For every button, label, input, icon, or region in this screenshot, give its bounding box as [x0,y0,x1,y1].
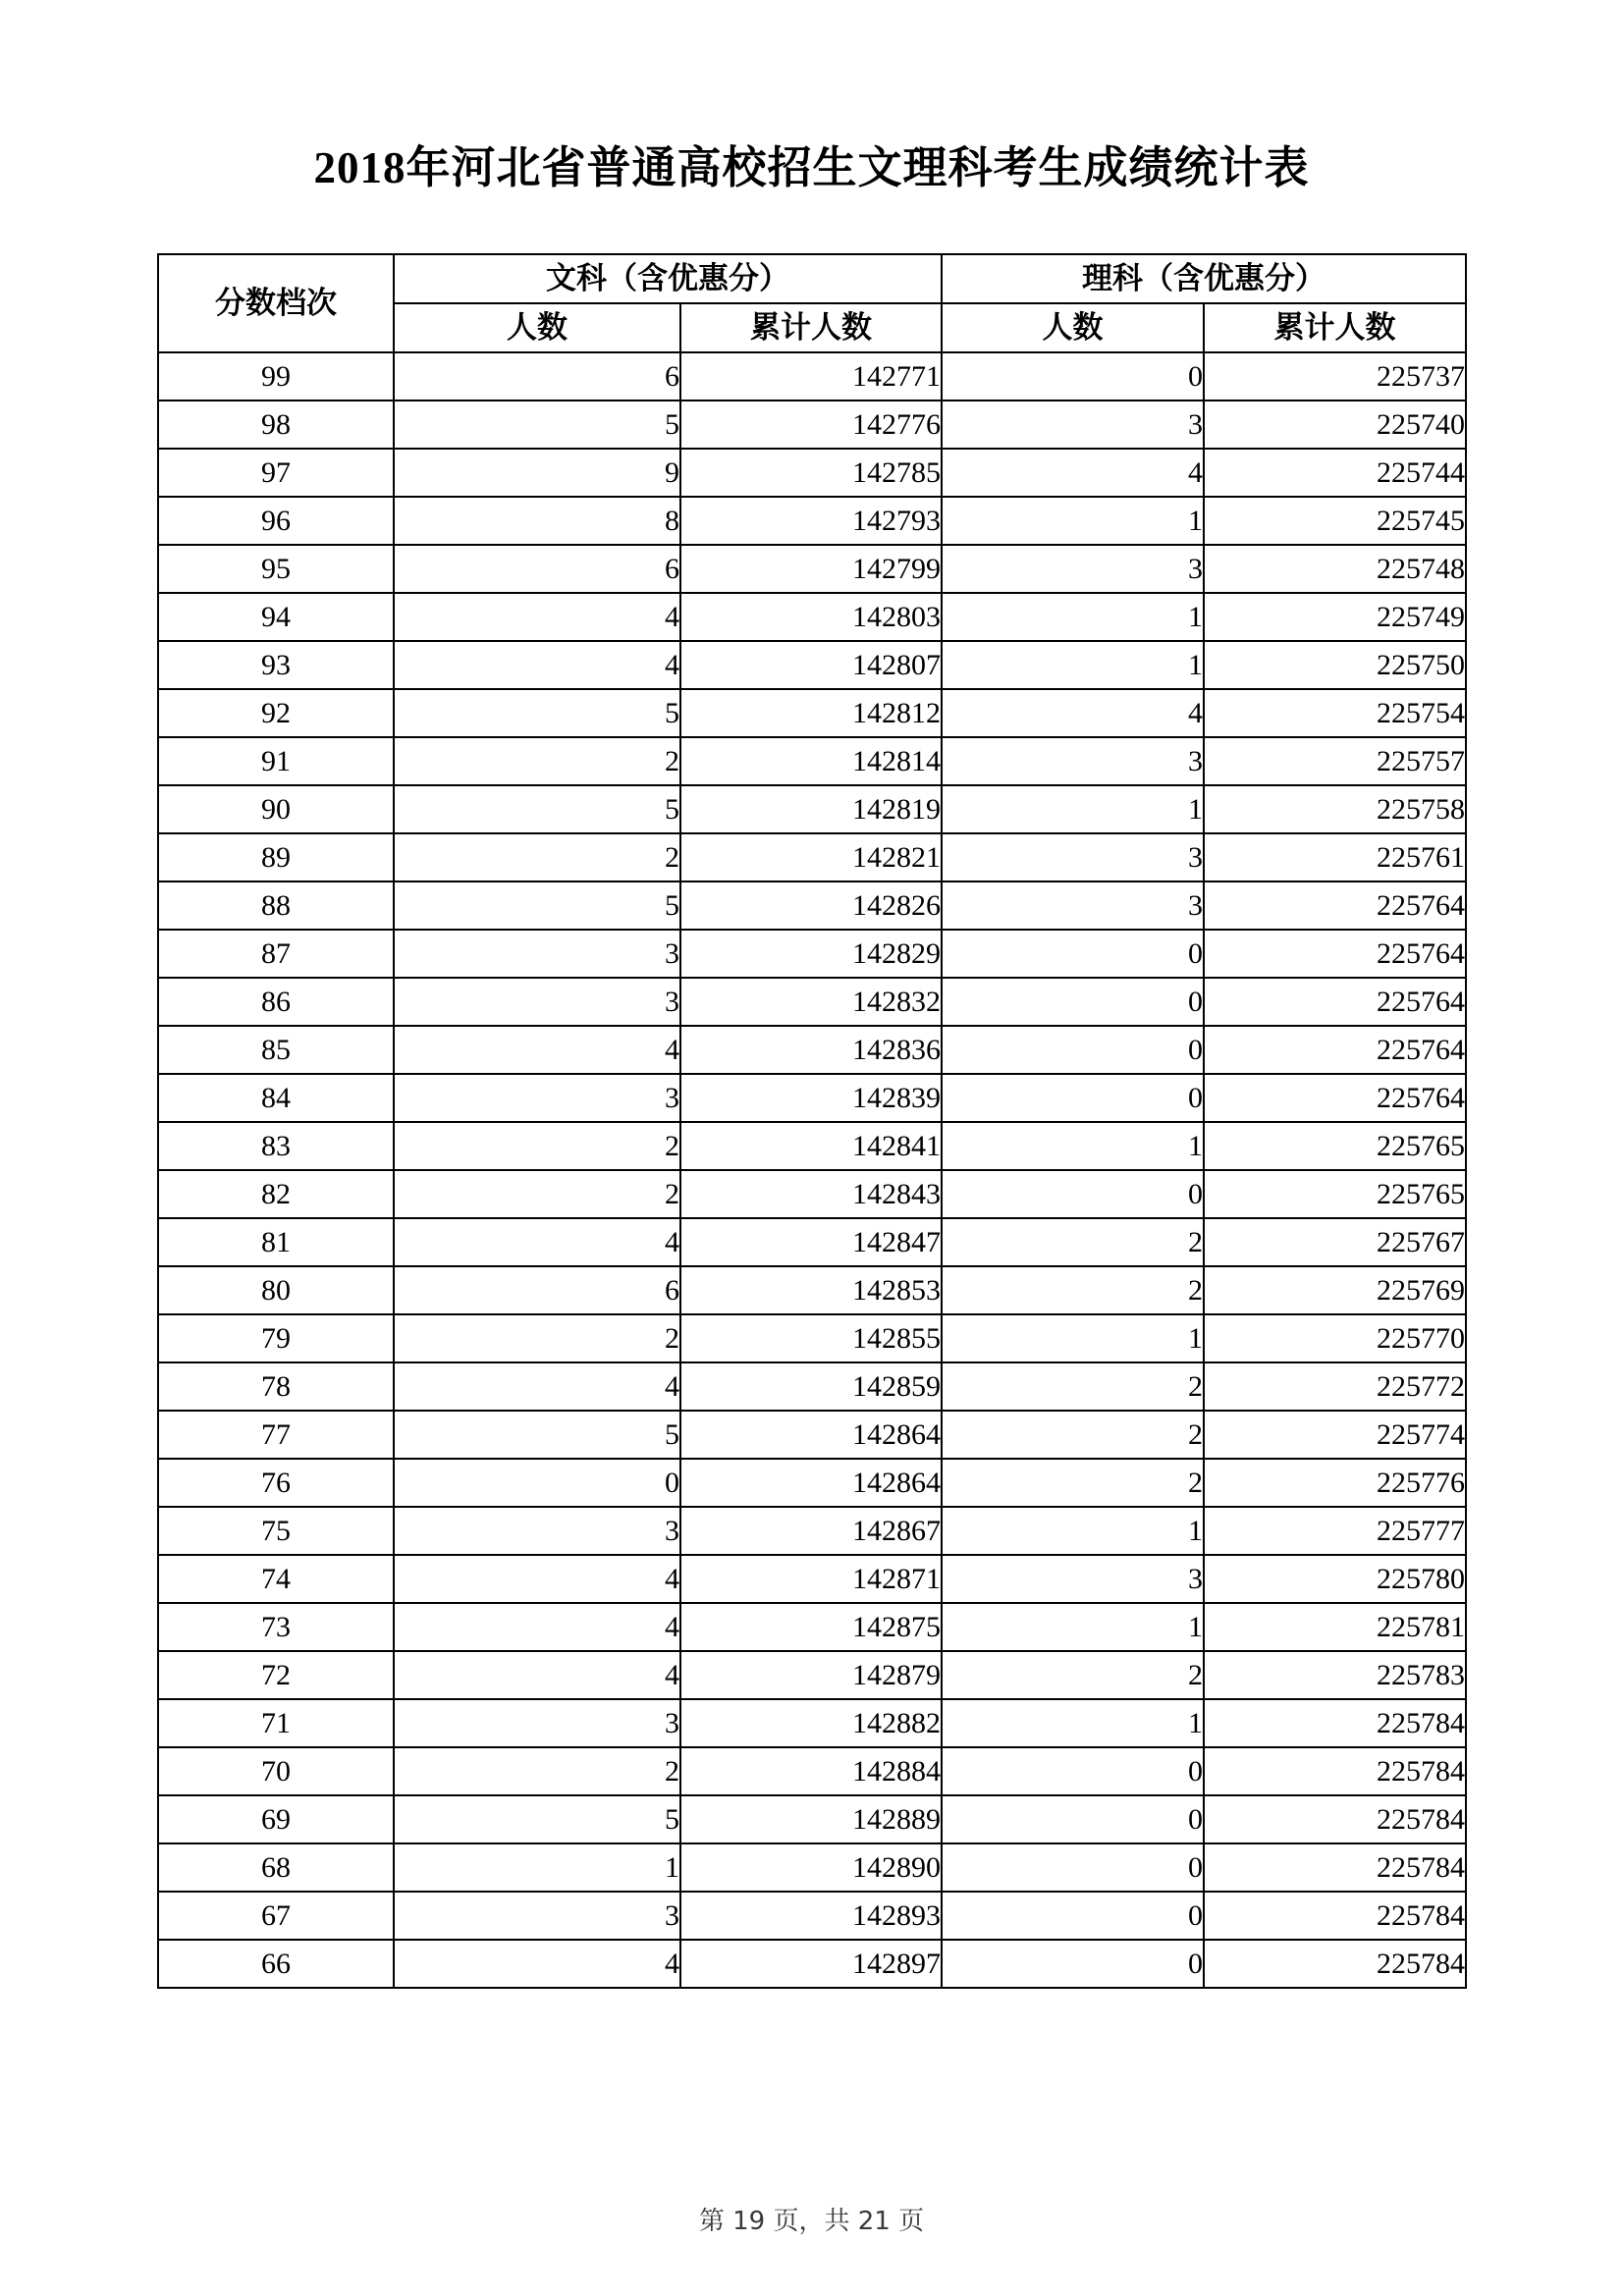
cell-science-cumulative: 225758 [1204,785,1466,833]
table-header [158,254,1466,352]
table-row [158,1411,1466,1459]
table-row [158,1747,1466,1795]
cell-score-tier: 97 [158,449,394,497]
cell-liberal-arts-count: 4 [394,593,680,641]
cell-score-tier: 82 [158,1170,394,1218]
table-row [158,1603,1466,1651]
cell-science-count: 0 [942,1940,1204,1988]
cell-score-tier: 77 [158,1411,394,1459]
cell-science-cumulative: 225764 [1204,930,1466,978]
cell-science-count: 0 [942,1747,1204,1795]
cell-liberal-arts-count: 5 [394,881,680,930]
table-row [158,1122,1466,1170]
cell-liberal-arts-count: 2 [394,737,680,785]
cell-score-tier: 87 [158,930,394,978]
cell-liberal-arts-cumulative: 142882 [680,1699,942,1747]
table-row [158,400,1466,449]
cell-score-tier: 74 [158,1555,394,1603]
cell-science-count: 2 [942,1459,1204,1507]
cell-liberal-arts-cumulative: 142839 [680,1074,942,1122]
cell-liberal-arts-cumulative: 142864 [680,1411,942,1459]
cell-score-tier: 69 [158,1795,394,1843]
cell-science-cumulative: 225784 [1204,1843,1466,1892]
cell-liberal-arts-count: 4 [394,1362,680,1411]
cell-science-count: 3 [942,1555,1204,1603]
cell-science-count: 0 [942,1026,1204,1074]
cell-science-cumulative: 225784 [1204,1747,1466,1795]
cell-score-tier: 98 [158,400,394,449]
cell-score-tier: 85 [158,1026,394,1074]
cell-science-cumulative: 225764 [1204,1074,1466,1122]
cell-score-tier: 72 [158,1651,394,1699]
table-row [158,449,1466,497]
table-row [158,930,1466,978]
table-row [158,545,1466,593]
cell-liberal-arts-cumulative: 142871 [680,1555,942,1603]
cell-liberal-arts-cumulative: 142821 [680,833,942,881]
table-row [158,1651,1466,1699]
cell-science-count: 2 [942,1266,1204,1314]
cell-science-count: 1 [942,1507,1204,1555]
cell-science-cumulative: 225740 [1204,400,1466,449]
cell-liberal-arts-count: 4 [394,1603,680,1651]
cell-liberal-arts-count: 2 [394,1747,680,1795]
cell-liberal-arts-count: 3 [394,978,680,1026]
table-row [158,1266,1466,1314]
cell-score-tier: 93 [158,641,394,689]
table-row [158,1940,1466,1988]
cell-liberal-arts-cumulative: 142855 [680,1314,942,1362]
table-body [158,352,1466,1988]
cell-liberal-arts-count: 5 [394,785,680,833]
cell-liberal-arts-cumulative: 142859 [680,1362,942,1411]
cell-score-tier: 81 [158,1218,394,1266]
cell-liberal-arts-count: 6 [394,1266,680,1314]
table-row [158,1892,1466,1940]
cell-science-count: 0 [942,978,1204,1026]
cell-liberal-arts-cumulative: 142847 [680,1218,942,1266]
table-header-row-groups [158,254,1466,303]
cell-science-count: 2 [942,1362,1204,1411]
cell-liberal-arts-count: 1 [394,1843,680,1892]
cell-liberal-arts-count: 2 [394,1122,680,1170]
cell-score-tier: 70 [158,1747,394,1795]
cell-science-count: 1 [942,1122,1204,1170]
cell-science-cumulative: 225784 [1204,1892,1466,1940]
cell-score-tier: 80 [158,1266,394,1314]
cell-science-cumulative: 225784 [1204,1940,1466,1988]
table-row [158,978,1466,1026]
cell-science-count: 0 [942,1074,1204,1122]
cell-science-cumulative: 225764 [1204,978,1466,1026]
table-row [158,833,1466,881]
cell-science-count: 3 [942,545,1204,593]
cell-liberal-arts-cumulative: 142889 [680,1795,942,1843]
table-row [158,497,1466,545]
cell-liberal-arts-cumulative: 142799 [680,545,942,593]
cell-science-cumulative: 225776 [1204,1459,1466,1507]
cell-liberal-arts-cumulative: 142793 [680,497,942,545]
cell-liberal-arts-count: 8 [394,497,680,545]
cell-science-cumulative: 225783 [1204,1651,1466,1699]
cell-science-cumulative: 225737 [1204,352,1466,400]
cell-liberal-arts-cumulative: 142843 [680,1170,942,1218]
cell-science-cumulative: 225744 [1204,449,1466,497]
column-group-header-liberal-arts: 文科（含优惠分） [394,254,942,303]
table-row [158,1362,1466,1411]
table-row [158,1795,1466,1843]
table-row [158,689,1466,737]
cell-liberal-arts-cumulative: 142884 [680,1747,942,1795]
cell-science-cumulative: 225770 [1204,1314,1466,1362]
cell-science-count: 0 [942,1795,1204,1843]
cell-science-count: 1 [942,1699,1204,1747]
table-row [158,352,1466,400]
cell-science-count: 1 [942,1314,1204,1362]
cell-science-count: 0 [942,352,1204,400]
cell-liberal-arts-cumulative: 142836 [680,1026,942,1074]
cell-liberal-arts-cumulative: 142803 [680,593,942,641]
cell-score-tier: 99 [158,352,394,400]
cell-science-count: 3 [942,737,1204,785]
cell-liberal-arts-count: 2 [394,1314,680,1362]
table-row [158,881,1466,930]
cell-liberal-arts-count: 6 [394,352,680,400]
table-row [158,593,1466,641]
page-title: 2018年河北省普通高校招生文理科考生成绩统计表 [313,143,1310,192]
table-row [158,1170,1466,1218]
cell-score-tier: 71 [158,1699,394,1747]
cell-liberal-arts-count: 4 [394,1555,680,1603]
cell-score-tier: 91 [158,737,394,785]
cell-liberal-arts-cumulative: 142812 [680,689,942,737]
cell-liberal-arts-cumulative: 142890 [680,1843,942,1892]
cell-science-count: 4 [942,449,1204,497]
cell-score-tier: 79 [158,1314,394,1362]
cell-score-tier: 89 [158,833,394,881]
cell-science-cumulative: 225780 [1204,1555,1466,1603]
cell-score-tier: 90 [158,785,394,833]
cell-science-cumulative: 225748 [1204,545,1466,593]
cell-score-tier: 94 [158,593,394,641]
cell-liberal-arts-count: 3 [394,930,680,978]
cell-liberal-arts-cumulative: 142867 [680,1507,942,1555]
cell-liberal-arts-cumulative: 142875 [680,1603,942,1651]
cell-liberal-arts-count: 5 [394,689,680,737]
cell-liberal-arts-cumulative: 142897 [680,1940,942,1988]
cell-science-cumulative: 225777 [1204,1507,1466,1555]
cell-science-count: 1 [942,497,1204,545]
cell-science-count: 3 [942,833,1204,881]
cell-liberal-arts-count: 5 [394,400,680,449]
cell-science-count: 2 [942,1651,1204,1699]
cell-liberal-arts-count: 3 [394,1699,680,1747]
cell-science-cumulative: 225769 [1204,1266,1466,1314]
cell-liberal-arts-count: 6 [394,545,680,593]
cell-liberal-arts-count: 5 [394,1795,680,1843]
cell-score-tier: 95 [158,545,394,593]
cell-score-tier: 73 [158,1603,394,1651]
cell-science-count: 0 [942,930,1204,978]
cell-score-tier: 75 [158,1507,394,1555]
column-header-science-count: 人数 [942,303,1204,352]
column-header-liberal-arts-count: 人数 [394,303,680,352]
table-row [158,1074,1466,1122]
cell-liberal-arts-count: 9 [394,449,680,497]
table-row [158,1699,1466,1747]
cell-science-count: 2 [942,1411,1204,1459]
table-row [158,1026,1466,1074]
cell-liberal-arts-cumulative: 142832 [680,978,942,1026]
cell-score-tier: 88 [158,881,394,930]
cell-liberal-arts-cumulative: 142893 [680,1892,942,1940]
cell-science-count: 1 [942,1603,1204,1651]
score-statistics-table-container [157,253,1465,1989]
table-row [158,1459,1466,1507]
table-row [158,1507,1466,1555]
cell-science-cumulative: 225750 [1204,641,1466,689]
cell-liberal-arts-count: 5 [394,1411,680,1459]
cell-science-cumulative: 225764 [1204,1026,1466,1074]
table-row [158,737,1466,785]
cell-score-tier: 83 [158,1122,394,1170]
cell-science-count: 1 [942,641,1204,689]
cell-science-cumulative: 225749 [1204,593,1466,641]
cell-liberal-arts-cumulative: 142807 [680,641,942,689]
cell-score-tier: 78 [158,1362,394,1411]
cell-science-count: 3 [942,400,1204,449]
cell-science-cumulative: 225764 [1204,881,1466,930]
cell-liberal-arts-cumulative: 142776 [680,400,942,449]
cell-science-cumulative: 225761 [1204,833,1466,881]
cell-science-count: 1 [942,785,1204,833]
column-group-header-science: 理科（含优惠分） [942,254,1466,303]
column-header-liberal-arts-cumulative: 累计人数 [680,303,942,352]
cell-liberal-arts-cumulative: 142819 [680,785,942,833]
cell-liberal-arts-count: 0 [394,1459,680,1507]
cell-science-count: 3 [942,881,1204,930]
cell-score-tier: 76 [158,1459,394,1507]
table-row [158,1555,1466,1603]
cell-science-cumulative: 225784 [1204,1795,1466,1843]
cell-liberal-arts-cumulative: 142785 [680,449,942,497]
cell-science-cumulative: 225765 [1204,1122,1466,1170]
cell-liberal-arts-cumulative: 142826 [680,881,942,930]
cell-score-tier: 66 [158,1940,394,1988]
cell-liberal-arts-cumulative: 142841 [680,1122,942,1170]
cell-liberal-arts-count: 4 [394,1651,680,1699]
cell-science-count: 0 [942,1843,1204,1892]
cell-liberal-arts-cumulative: 142879 [680,1651,942,1699]
cell-science-cumulative: 225774 [1204,1411,1466,1459]
table-row [158,785,1466,833]
table-row [158,1314,1466,1362]
cell-liberal-arts-count: 3 [394,1892,680,1940]
cell-science-cumulative: 225784 [1204,1699,1466,1747]
cell-score-tier: 96 [158,497,394,545]
cell-liberal-arts-cumulative: 142771 [680,352,942,400]
cell-score-tier: 84 [158,1074,394,1122]
table-row [158,1218,1466,1266]
cell-liberal-arts-cumulative: 142814 [680,737,942,785]
cell-science-cumulative: 225781 [1204,1603,1466,1651]
cell-liberal-arts-cumulative: 142853 [680,1266,942,1314]
cell-score-tier: 92 [158,689,394,737]
cell-science-count: 0 [942,1892,1204,1940]
cell-liberal-arts-count: 4 [394,1218,680,1266]
cell-liberal-arts-cumulative: 142829 [680,930,942,978]
cell-science-count: 2 [942,1218,1204,1266]
cell-science-cumulative: 225772 [1204,1362,1466,1411]
cell-liberal-arts-count: 2 [394,833,680,881]
column-header-science-cumulative: 累计人数 [1204,303,1466,352]
cell-liberal-arts-cumulative: 142864 [680,1459,942,1507]
cell-liberal-arts-count: 4 [394,641,680,689]
cell-science-cumulative: 225757 [1204,737,1466,785]
cell-science-cumulative: 225765 [1204,1170,1466,1218]
cell-liberal-arts-count: 4 [394,1026,680,1074]
table-row [158,1843,1466,1892]
cell-science-count: 4 [942,689,1204,737]
cell-liberal-arts-count: 2 [394,1170,680,1218]
cell-liberal-arts-count: 3 [394,1074,680,1122]
cell-science-count: 1 [942,593,1204,641]
cell-liberal-arts-count: 3 [394,1507,680,1555]
cell-liberal-arts-count: 4 [394,1940,680,1988]
cell-science-cumulative: 225745 [1204,497,1466,545]
score-statistics-table [157,253,1467,1989]
cell-science-count: 0 [942,1170,1204,1218]
cell-score-tier: 86 [158,978,394,1026]
cell-score-tier: 68 [158,1843,394,1892]
cell-science-cumulative: 225767 [1204,1218,1466,1266]
column-header-score-tier: 分数档次 [158,254,394,352]
cell-science-cumulative: 225754 [1204,689,1466,737]
table-row [158,641,1466,689]
page-footer: 第 19 页，共 21 页 [698,2207,925,2236]
cell-score-tier: 67 [158,1892,394,1940]
